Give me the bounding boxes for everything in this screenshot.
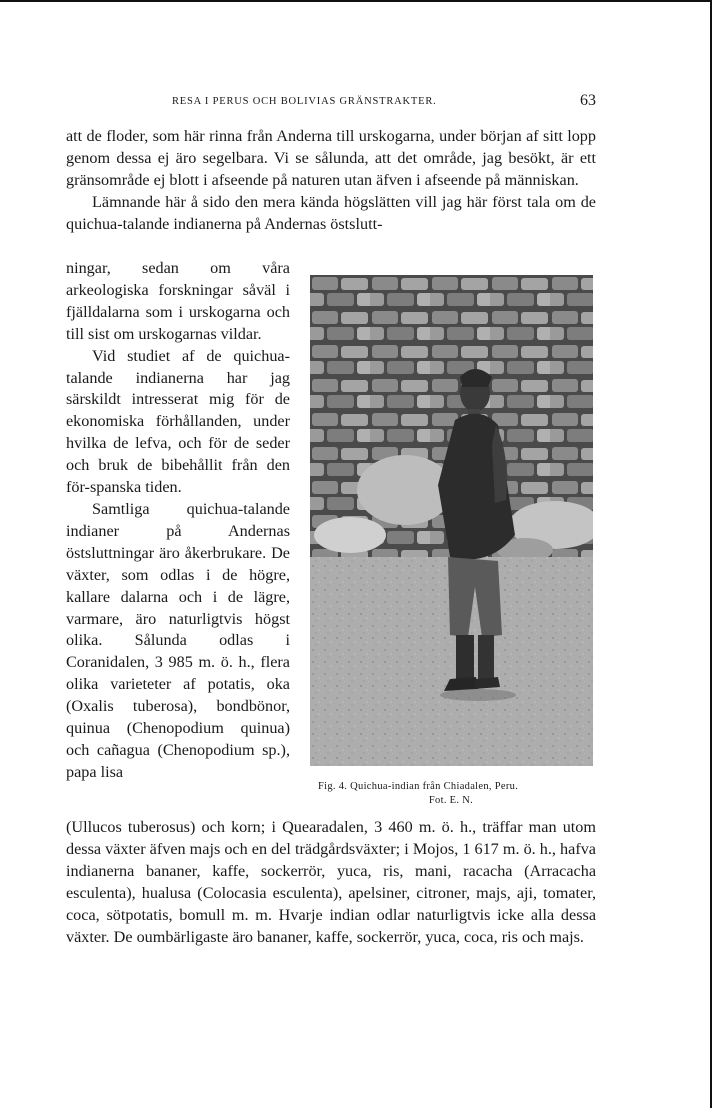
body-text-bottom [66, 817, 596, 948]
caption-line-1: Fig. 4. Quichua-indian från Chiadalen, Peru. [318, 781, 519, 792]
running-head: RESA I PERUS OCH BOLIVIAS GRÄNSTRAKTER. [172, 96, 437, 107]
body-text-left-column [66, 258, 290, 784]
paragraph: ningar, sedan om våra arkeologiska forskningar såväl i fjälldalarna som i urskogarna och till sist om urskogarnas vildar. [66, 259, 290, 343]
paragraph: att de floder, som här rinna från Anderna till urskogarna, under början af sitt lopp genom dessa ej äro segelbara. Vi se sålunda, att det område, jag besökt, är ett gränsområde ej blott i afseende på naturen utan äfven i afseende på människan. [66, 127, 596, 189]
page-header [66, 92, 596, 114]
caption-line-2: Fot. E. N. [428, 795, 474, 806]
photo-quichua-indian [310, 275, 593, 766]
paragraph: (Ullucos tuberosus) och korn; i Quearadalen, 3 460 m. ö. h., träffar man utom dessa växter äfven majs och en del trädgårdsväxter; i Mojos, 1 617 m. ö. h., hafva indianerna bananer, kaffe, sockerrör, yuca, ris, mani, racacha (Arracacha esculenta), hualusa (Colocasia esculenta), apelsiner, citroner, majs, aji, tomater, coca, sötpotatis, bomull m. m. Hvarje indian odlar naturligtvis icke alla dessa växter. De oumbärligaste äro bananer, kaffe, sockerrör, yuca, coca, ris och majs. [66, 818, 596, 946]
paragraph: Vid studiet af de quichua-talande indianerna har jag särskildt intresserat mig för de ekonomiska förhållanden, under hvilka de lefva, och för de seder och bruk de bibehållit från den för-spanska tiden. [66, 346, 290, 497]
paragraph: Lämnande här å sido den mera kända högslätten vill jag här först tala om de quichua-talande indianerna på Andernas östslutt- [66, 192, 596, 233]
body-text-top [66, 126, 596, 236]
figure-photograph [310, 275, 593, 766]
page-number: 63 [580, 92, 596, 109]
paragraph: Samtliga quichua-talande indianer på Andernas östsluttningar äro åkerbrukare. De växter, som odlas i de högre, kallare dalarna och i de lägre, varmare, äro naturligtvis högst olika. Sålunda odlas i Coranidalen, 3 985 m. ö. h., flera olika varieteter af potatis, oka (Oxalis tuberosa), bondbönor, quinua (Chenopodium quinua) och cañagua (Chenopodium sp.), papa lisa [66, 499, 290, 781]
figure-caption [318, 780, 608, 808]
page-top-edge [0, 0, 712, 2]
